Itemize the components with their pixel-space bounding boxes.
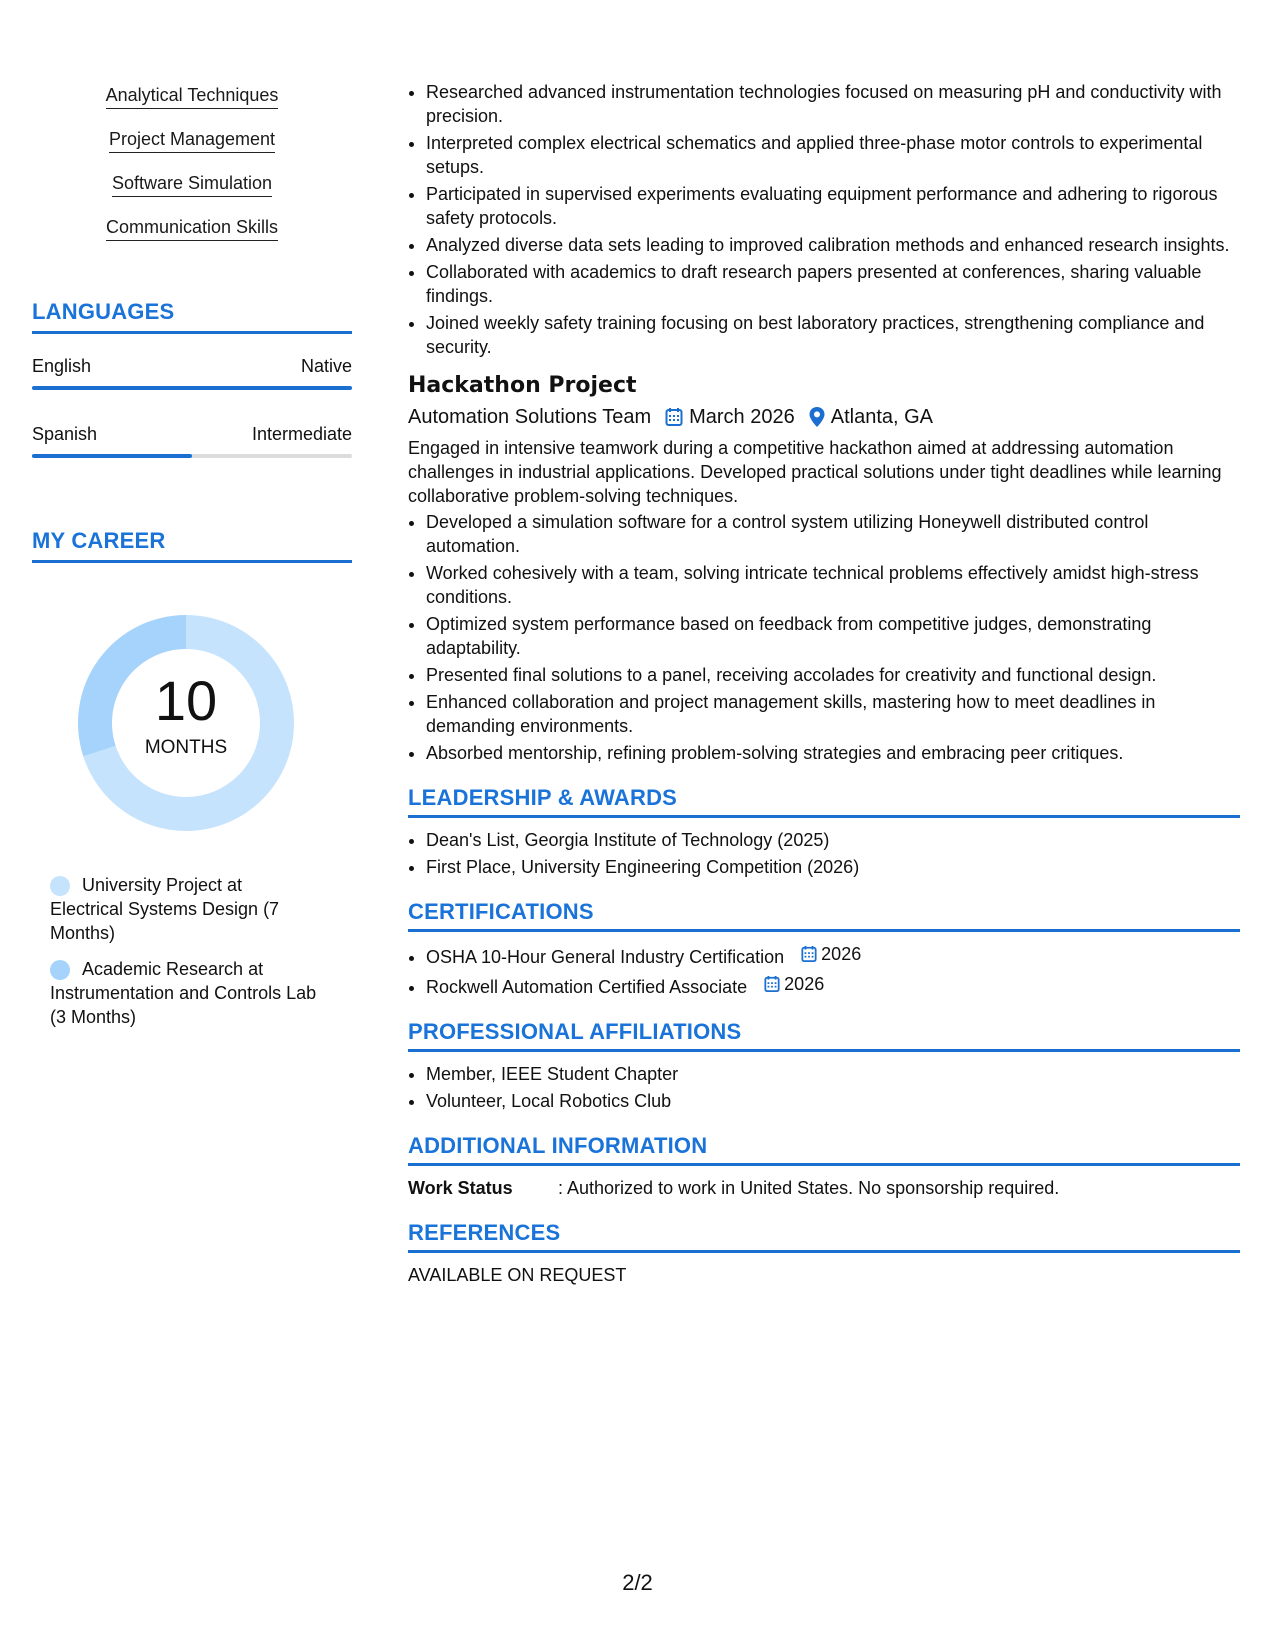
additional-info-heading: ADDITIONAL INFORMATION	[408, 1133, 1240, 1166]
career-section	[32, 528, 352, 1029]
right-column	[408, 80, 1240, 1287]
skill-tag: Software Simulation	[112, 172, 272, 197]
project-date: March 2026	[689, 406, 795, 428]
bullet-item: • Joined weekly safety training focusing on best laboratory practices, strengthening compliance and security.	[426, 311, 1240, 359]
work-status-row	[408, 1176, 1240, 1200]
career-legend-item	[50, 873, 320, 945]
project-title: Hackathon Project	[408, 373, 637, 398]
page-number: 2/2	[622, 1570, 653, 1595]
bullet-item: • Presented final solutions to a panel, receiving accolades for creativity and functional design.	[426, 663, 1240, 687]
language-level: Intermediate	[251, 424, 352, 444]
bullet-item: • Absorbed mentorship, refining problem-solving strategies and embracing peer critiques.	[426, 741, 1240, 765]
legend-dot-icon	[50, 960, 70, 980]
bullet-item: • Developed a simulation software for a control system utilizing Honeywell distributed control automation.	[426, 510, 1240, 558]
certifications-heading: CERTIFICATIONS	[408, 899, 1240, 932]
calendar-icon	[801, 945, 817, 963]
career-total-unit: MONTHS	[144, 737, 228, 758]
language-bar-fill	[32, 454, 192, 458]
bullet-item: • Interpreted complex electrical schematics and applied three-phase motor controls to experimental setups.	[426, 131, 1240, 179]
career-legend-label: University Project at Electrical Systems Design (7 Months)	[50, 875, 280, 943]
language-item	[32, 422, 352, 458]
certification-name: Rockwell Automation Certified Associate	[426, 977, 748, 997]
certification-year: 2026	[821, 944, 862, 964]
affiliations-section	[408, 1019, 1240, 1113]
work-status-label: Work Status	[408, 1178, 513, 1198]
language-name: Spanish	[32, 424, 98, 444]
certification-year: 2026	[784, 974, 825, 994]
left-column	[32, 84, 352, 1041]
hackathon-bullets	[408, 510, 1240, 765]
bullet-item: • Enhanced collaboration and project management skills, mastering how to meet deadlines in demanding environments.	[426, 690, 1240, 738]
certification-item	[426, 972, 1240, 999]
legend-dot-icon	[50, 876, 70, 896]
calendar-icon	[665, 407, 683, 427]
certification-item	[426, 942, 1240, 969]
leadership-heading: LEADERSHIP & AWARDS	[408, 785, 1240, 818]
career-legend-item	[50, 957, 320, 1029]
certifications-section	[408, 899, 1240, 999]
bullet-item: • Optimized system performance based on feedback from competitive judges, demonstrating adaptability.	[426, 612, 1240, 660]
certification-name: OSHA 10-Hour General Industry Certification	[426, 947, 785, 967]
skills-list	[32, 84, 352, 241]
skill-tag: Communication Skills	[106, 216, 278, 241]
languages-section	[32, 299, 352, 458]
career-heading: MY CAREER	[32, 528, 352, 563]
bullet-item: • Participated in supervised experiments evaluating equipment performance and adhering to rigorous safety protocols.	[426, 182, 1240, 230]
affiliations-heading: PROFESSIONAL AFFILIATIONS	[408, 1019, 1240, 1052]
language-bar	[32, 386, 352, 390]
career-legend	[50, 873, 320, 1029]
leadership-section	[408, 785, 1240, 879]
languages-heading: LANGUAGES	[32, 299, 352, 334]
affiliation-item: • Volunteer, Local Robotics Club	[426, 1089, 1240, 1113]
hackathon-section	[408, 373, 1240, 765]
bullet-item: • Collaborated with academics to draft research papers presented at conferences, sharing valuable findings.	[426, 260, 1240, 308]
language-level: Native	[300, 356, 352, 376]
project-team: Automation Solutions Team	[408, 406, 652, 428]
career-legend-label: Academic Research at Instrumentation and Controls Lab (3 Months)	[50, 959, 317, 1027]
calendar-icon	[764, 975, 780, 993]
references-text: AVAILABLE ON REQUEST	[408, 1265, 627, 1285]
project-location: Atlanta, GA	[830, 406, 934, 428]
language-name: English	[32, 356, 92, 376]
career-total-number: 10	[154, 669, 218, 732]
career-donut-chart	[66, 603, 306, 843]
skill-tag: Project Management	[109, 128, 275, 153]
award-item: • Dean's List, Georgia Institute of Technology (2025)	[426, 828, 1240, 852]
language-bar-fill	[32, 386, 352, 390]
bullet-item: • Analyzed diverse data sets leading to improved calibration methods and enhanced research insights.	[426, 233, 1240, 257]
additional-info-section	[408, 1133, 1240, 1200]
project-meta	[408, 402, 1240, 432]
references-heading: REFERENCES	[408, 1220, 1240, 1253]
research-bullets	[408, 80, 1240, 359]
language-item	[32, 354, 352, 390]
award-item: • First Place, University Engineering Competition (2026)	[426, 855, 1240, 879]
project-description: Engaged in intensive teamwork during a competitive hackathon aimed at addressing automation challenges in industrial applications. Developed practical solutions under tight deadlines while learning collaborative problem-solving techniques.	[408, 438, 1222, 506]
location-pin-icon	[809, 407, 825, 427]
references-section	[408, 1220, 1240, 1287]
skill-tag: Analytical Techniques	[106, 84, 279, 109]
language-bar	[32, 454, 352, 458]
affiliation-item: • Member, IEEE Student Chapter	[426, 1062, 1240, 1086]
bullet-item: • Researched advanced instrumentation technologies focused on measuring pH and conductivity with precision.	[426, 80, 1240, 128]
work-status-value: : Authorized to work in United States. No sponsorship required.	[558, 1178, 1060, 1198]
bullet-item: • Worked cohesively with a team, solving intricate technical problems effectively amidst high-stress conditions.	[426, 561, 1240, 609]
